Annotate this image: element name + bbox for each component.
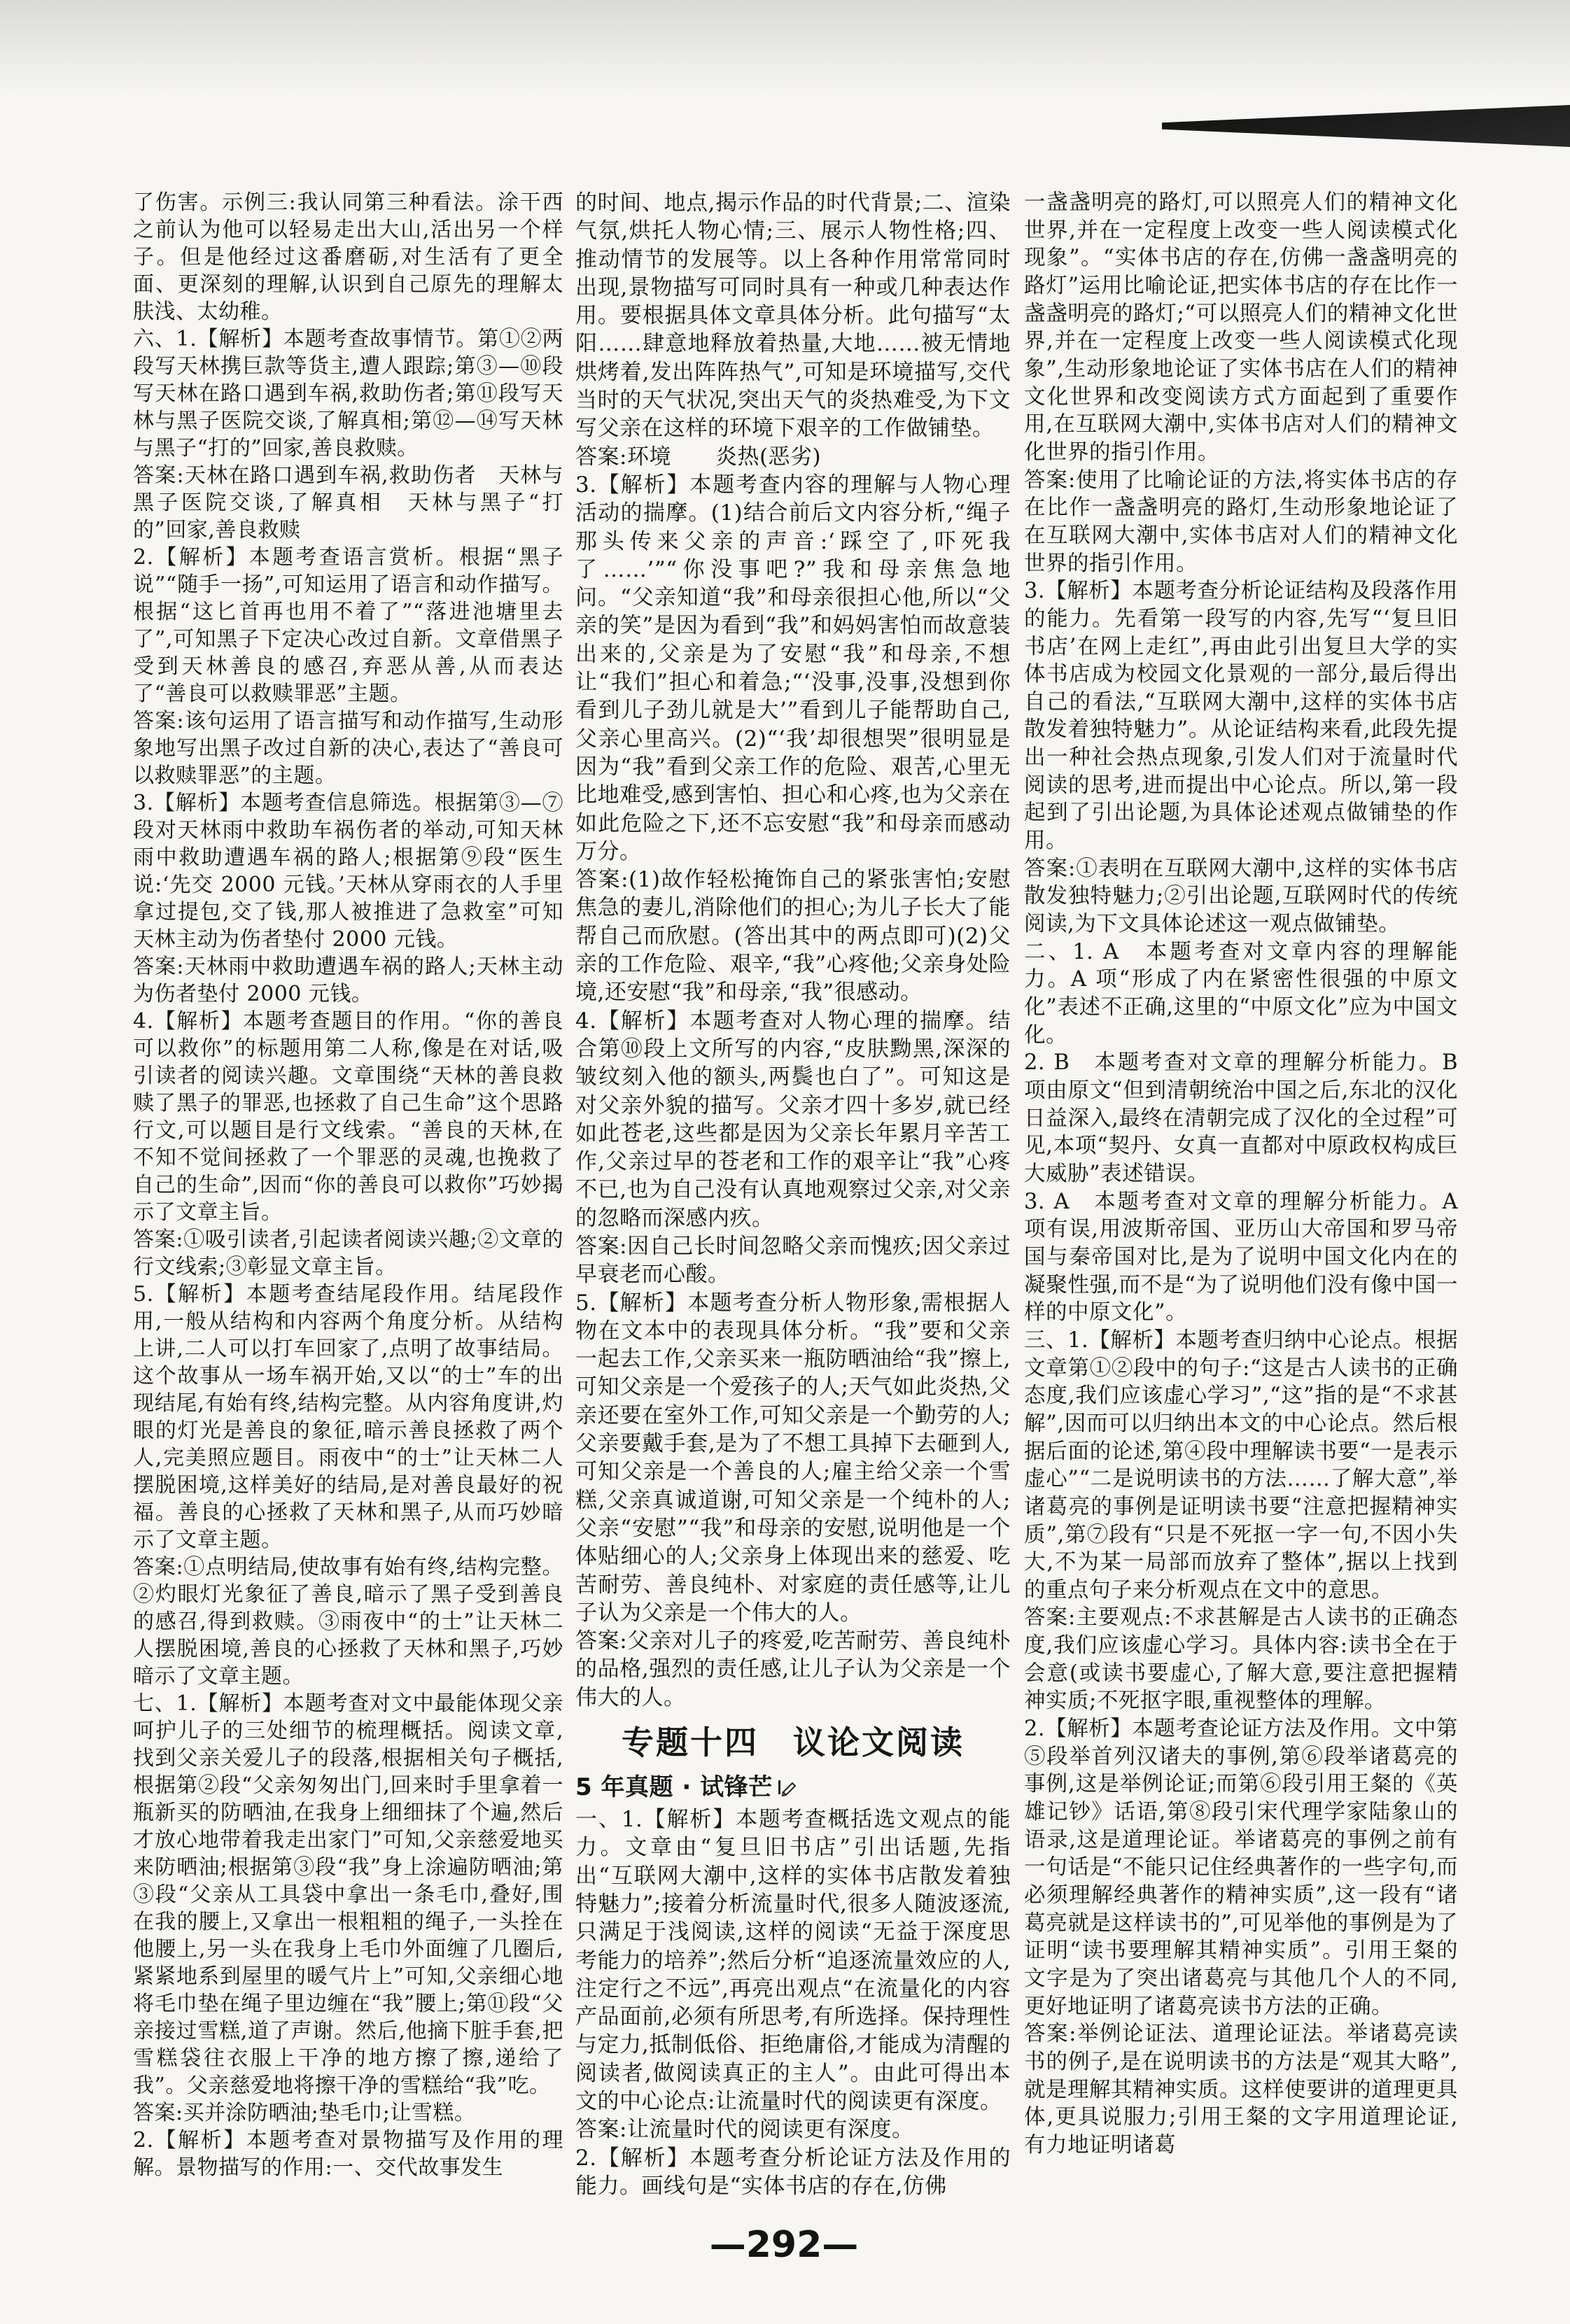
paragraph: 一盏盏明亮的路灯,可以照亮人们的精神文化世界,并在一定程度上改变一些人阅读模式化现象”。“实体书店的存在,仿佛一盏盏明亮的路灯”运用比喻论证,把实体书店的存在比作一盏盏明亮的路灯;“可以照亮人们的精神文化世界,并在一定程度上改变一些人阅读模式化现象”,生动形象地论证了实体书店在人们的精神文化世界和改变阅读方式方面起到了重要作用,在互联网大潮中,实体书店对人们的精神文化世界的指引作用。 bbox=[1024, 190, 1458, 465]
top-scan-shadow bbox=[0, 0, 1570, 98]
column-3 bbox=[1024, 189, 1466, 2160]
paragraph: 5.【解析】本题考查结尾段作用。结尾段作用,一般从结构和内容两个角度分析。从结构上讲,二人可以打车回家了,点明了故事结局。这个故事从一场车祸开始,又以“的士”车的出现结尾,有始有终,结构完整。从内容角度讲,灼眼的灯光是善良的象征,暗示善良拯救了两个人,完美照应题目。雨夜中“的士”让天林二人摆脱困境,这样美好的结局,是对善良最好的祝福。善良的心拯救了天林和黑子,从而巧妙暗示了文章主题。 bbox=[133, 1282, 563, 1552]
paragraph: 3.【解析】本题考查内容的理解与人物心理活动的揣摩。(1)结合前后文内容分析,“绳子那头传来父亲的声音:‘踩空了,吓死我了……’”“你没事吧?”我和母亲焦急地问。“父亲知道“我”和母亲很担心他,所以“父亲的笑”是因为看到“我”和妈妈害怕而故意装出来的,父亲是为了安慰“我”和母亲,不想让“我们”担心和着急;“‘没事,没事,没想到你看到儿子劲儿就是大’”看到儿子能帮助自己,父亲心里高兴。(2)“‘我’却很想哭”很明显是因为“我”看到父亲工作的危险、艰苦,心里无比地难受,感到害怕、担心和心疼,也为父亲在如此危险之下,还不忘安慰“我”和母亲而感动万分。 bbox=[575, 472, 1011, 864]
answer-paragraph: 答案:该句运用了语言描写和动作描写,生动形象地写出黑子改过自新的决心,表达了“善良可以救赎罪恶”的主题。 bbox=[133, 709, 563, 788]
answer-paragraph: 答案:父亲对儿子的疼爱,吃苦耐劳、善良纯朴的品格,强烈的责任感,让儿子认为父亲是一个伟大的人。 bbox=[575, 1628, 1011, 1710]
paragraph: 2.【解析】本题考查论证方法及作用。文中第⑤段举首列汉诸夫的事例,第⑥段举诸葛亮的事例,这是举例论证;而第⑥段引用王粲的《英雄记钞》话语,第⑧段引宋代理学家陆象山的语录,这是道理论证。举诸葛亮的事例之前有一句话是“不能只记住经典著作的一些字句,而必须理解经典著作的精神实质”,这一段有“诸葛亮就是这样读书的”,可见举他的事例是为了证明“读书要理解其精神实质”。引用王粲的文字是为了突出诸葛亮与其他几个人的不同,更好地证明了诸葛亮读书方法的正确。 bbox=[1024, 1717, 1458, 2019]
section-label bbox=[575, 1770, 1011, 1804]
section-label-text: 5 年真题 · 试锋芒 bbox=[575, 1773, 773, 1802]
paragraph: 2. B 本题考查对文章的理解分析能力。B 项由原文“但到清朝统治中国之后,东北的汉化日益深入,最终在清朝完成了汉化的全过程”可见,本项“契丹、女真一直都对中原政权构成巨大威胁”表述错误。 bbox=[1024, 1050, 1466, 1186]
paragraph: 3.【解析】本题考查分析论证结构及段落作用的能力。先看第一段写的内容,先写“‘复旦旧书店’在网上走红”,再由此引出复旦大学的实体书店成为校园文化景观的一部分,最后得出自己的看法,“互联网大潮中,这样的实体书店散发着独特魅力”。从论证结构来看,此段先提出一种社会热点现象,引发人们对于流量时代阅读的思考,进而提出中心论点。所以,第一段起到了引出论题,为具体论述观点做铺垫的作用。 bbox=[1024, 579, 1458, 854]
paragraph: 4.【解析】本题考查题目的作用。“你的善良可以救你”的标题用第二人称,像是在对话,吸引读者的阅读兴趣。文章围绕“天林的善良救赎了黑子的罪恶,也拯救了自己生命”这个思路行文,可以题目是行文线索。“善良的天林,在不知不觉间拯救了一个罪恶的灵魂,也挽救了自己的生命”,因而“你的善良可以救你”巧妙揭示了文章主旨。 bbox=[133, 1009, 563, 1225]
answer-paragraph: 答案:①吸引读者,引起读者阅读兴趣;②文章的行文线索;③彰显文章主旨。 bbox=[133, 1227, 563, 1279]
answer-paragraph: 答案:①表明在互联网大潮中,这样的实体书店散发独特魅力;②引出论题,互联网时代的传统阅读,为下文具体论述这一观点做铺垫。 bbox=[1024, 856, 1458, 937]
answer-paragraph: 答案:主要观点:不求甚解是古人读书的正确态度,我们应该虚心学习。具体内容:读书全在于会意(或读书要虚心,了解大意,要注意把握精神实质;不死抠字眼,重视整体的理解。 bbox=[1024, 1605, 1458, 1714]
paragraph: 六、1.【解析】本题考查故事情节。第①②两段写天林携巨款等货主,遭人跟踪;第③—⑩段写天林在路口遇到车祸,救助伤者;第⑪段写天林与黑子医院交谈,了解真相;第⑫—⑭写天林与黑子“打的”回家,善良救赎。 bbox=[133, 327, 563, 460]
paragraph: 三、1.【解析】本题考查归纳中心论点。根据文章第①②段中的句子:“这是古人读书的正确态度,我们应该虚心学习”,“这”指的是“不求甚解”,因而可以归纳出本文的中心论点。然后根据后面的论述,第④段中理解读书要“一是表示虚心”“二是说明读书的方法……了解大意”,举诸葛亮的事例是证明读书要“注意把握精神实质”,第⑦段有“只是不死抠一字一句,不因小失大,不为某一局部而放弃了整体”,据以上找到的重点句子来分析观点在文中的意思。 bbox=[1024, 1328, 1458, 1603]
column-1 bbox=[133, 189, 563, 2181]
paragraph: 的时间、地点,揭示作品的时代背景;二、渲染气氛,烘托人物心情;三、展示人物性格;四、推动情节的发展等。以上各种作用常常同时出现,景物描写可同时具有一种或几种表达作用。要根据具体文章具体分析。此句描写“太阳……肆意地释放着热量,大地……被无情地烘烤着,发出阵阵热气”,可知是环境描写,交代当时的天气状况,突出天气的炎热难受,为下文写父亲在这样的环境下艰辛的工作做铺垫。 bbox=[575, 190, 1011, 442]
topic-heading: 专题十四 议论文阅读 bbox=[622, 1724, 965, 1762]
paragraph: 一、1.【解析】本题考查概括选文观点的能力。文章由“复旦旧书店”引出话题,先指出“互联网大潮中,这样的实体书店散发着独特魅力”;接着分析流量时代,很多人随波逐流,只满足于浅阅读,这样的阅读“无益于深度思考能力的培养”;然后分析“追逐流量效应的人,注定行之不远”,再亮出观点“在流量化的内容产品面前,必须有所思考,有所选择。保持理性与定力,抵制低俗、拒绝庸俗,才能成为清醒的阅读者,做阅读真正的主人”。由此可得出本文的中心论点:让流量时代的阅读更有深度。 bbox=[575, 1807, 1011, 2114]
answer-paragraph: 答案:买并涂防晒油;垫毛巾;让雪糕。 bbox=[133, 2101, 476, 2125]
answer-paragraph: 答案:举例论证法、道理论证法。举诸葛亮读书的例子,是在说明读书的方法是“观其大略”,就是理解其精神实质。这样使要讲的道理更具体,更具说服力;引用王粲的文字用道理论证,有力地证明诸葛 bbox=[1024, 2022, 1458, 2157]
answer-paragraph: 答案:让流量时代的阅读更有深度。 bbox=[575, 2117, 914, 2143]
paragraph: 4.【解析】本题考查对人物心理的揣摩。结合第⑩段上文所写的内容,“皮肤黝黑,深深的皱纹刻入他的额头,两鬓也白了”。可知这是对父亲外貌的描写。父亲才四十多岁,就已经如此苍老,这些都是因为父亲长年累月辛苦工作,父亲过早的苍老和工作的艰辛让“我”心疼不已,也为自己没有认真地观察过父亲,对父亲的忽略而深感内疚。 bbox=[575, 1008, 1011, 1231]
pencil-icon bbox=[777, 1778, 798, 1796]
header-decoration-bar bbox=[1162, 105, 1570, 147]
paragraph: 3.【解析】本题考查信息筛选。根据第③—⑦段对天林雨中救助车祸伤者的举动,可知天林雨中救助遭遇车祸的路人;根据第⑨段“医生说:‘先交 2000 元钱。’天林从穿雨衣的人手里拿过提包,交了钱,那人被推进了急救室”可知天林主动为伤者垫付 2000 元钱。 bbox=[133, 791, 563, 952]
paragraph: 二、1. A 本题考查对文章内容的理解能力。A 项“形成了内在紧密性很强的中原文化”表述不正确,这里的“中原文化”应为中国文化。 bbox=[1024, 939, 1458, 1048]
paragraph: 2.【解析】本题考查对景物描写及作用的理解。景物描写的作用:一、交代故事发生 bbox=[133, 2128, 563, 2180]
answer-paragraph: 答案:①点明结局,使故事有始有终,结构完整。②灼眼灯光象征了善良,暗示了黑子受到善良的感召,得到救赎。③雨夜中“的士”让天林二人摆脱困境,善良的心拯救了天林和黑子,巧妙暗示了文章主题。 bbox=[133, 1555, 563, 1689]
paragraph: 了伤害。示例三:我认同第三种看法。涂干西之前认为他可以轻易走出大山,活出另一个样子。但是他经过这番磨砺,对生活有了更全面、更深刻的理解,认识到自己原先的理解太肤浅、太幼稚。 bbox=[133, 190, 563, 324]
answer-paragraph: 答案:因自己长时间忽略父亲而愧疚;因父亲过早衰老而心酸。 bbox=[575, 1233, 1011, 1288]
paragraph: 2.【解析】本题考查分析论证方法及作用的能力。画线句是“实体书店的存在,仿佛 bbox=[575, 2145, 1011, 2199]
paragraph: 5.【解析】本题考查分析人物形象,需根据人物在文本中的表现具体分析。“我”要和父亲一起去工作,父亲买来一瓶防晒油给“我”擦上,可知父亲是一个爱孩子的人;天气如此炎热,父亲还要在室外工作,可知父亲是一个勤劳的人;父亲要戴手套,是为了不想工具掉下去砸到人,可知父亲是一个善良的人;雇主给父亲一个雪糕,父亲真诚道谢,可知父亲是一个纯朴的人;父亲“安慰”“我”和母亲的安慰,说明他是一个体贴细心的人;父亲身上体现出来的慈爱、吃苦耐劳、善良纯朴、对家庭的责任感等,让儿子认为父亲是一个伟大的人。 bbox=[575, 1290, 1011, 1626]
paragraph: 2.【解析】本题考查语言赏析。根据“黑子说”“随手一扬”,可知运用了语言和动作描写。根据“这匕首再也用不着了”“落进池塘里去了”,可知黑子下定决心改过自新。文章借黑子受到天林善良的感召,弃恶从善,从而表达了“善良可以救赎罪恶”主题。 bbox=[133, 545, 563, 706]
answer-paragraph: 答案:天林雨中救助遭遇车祸的路人;天林主动为伤者垫付 2000 元钱。 bbox=[133, 955, 563, 1006]
page-number: —292— bbox=[709, 2224, 859, 2266]
paragraph: 七、1.【解析】本题考查对文中最能体现父亲呵护儿子的三处细节的梳理概括。阅读文章,找到父亲关爱儿子的段落,根据相关句子概括,根据第②段“父亲匆匆出门,回来时手里拿着一瓶新买的防晒油,在我身上细细抹了个遍,然后才放心地带着我走出家门”可知,父亲慈爱地买来防晒油;根据第③段“我”身上涂遍防晒油;第③段“父亲从工具袋中拿出一条毛巾,叠好,围在我的腰上,又拿出一根粗粗的绳子,一头拴在他腰上,另一头在我身上毛巾外面缠了几圈后,紧紧地系到屋里的暖气片上”可知,父亲细心地将毛巾垫在绳子里边缠在“我”腰上;第⑪段“父亲接过雪糕,道了声谢。然后,他摘下脏手套,把雪糕袋往衣服上干净的地方擦了擦,递给了我”。父亲慈爱地将擦干净的雪糕给“我”吃。 bbox=[133, 1691, 563, 2098]
answer-paragraph: 答案:环境 炎热(恶劣) bbox=[575, 444, 822, 470]
paragraph: 3. A 本题考查对文章的理解分析能力。A 项有误,用波斯帝国、亚历山大帝国和罗马帝国与秦帝国对比,是为了说明中国文化内在的凝聚性强,而不是“为了说明他们没有像中国一样的中原文化”。 bbox=[1024, 1189, 1466, 1325]
column-2 bbox=[575, 189, 1011, 2200]
answer-paragraph: 答案:天林在路口遇到车祸,救助伤者 天林与黑子医院交谈,了解真相 天林与黑子“打的”回家,善良救赎 bbox=[133, 463, 563, 542]
answer-paragraph: 答案:(1)故作轻松掩饰自己的紧张害怕;安慰焦急的妻儿,消除他们的担心;为儿子长大了能帮自己而欣慰。(答出其中的两点即可)(2)父亲的工作危险、艰辛,“我”心疼他;父亲身处险境,还安慰“我”和母亲,“我”很感动。 bbox=[575, 867, 1011, 1006]
answer-paragraph: 答案:使用了比喻论证的方法,将实体书店的存在比作一盏盏明亮的路灯,生动形象地论证了在互联网大潮中,实体书店对人们的精神文化世界的指引作用。 bbox=[1024, 467, 1458, 576]
